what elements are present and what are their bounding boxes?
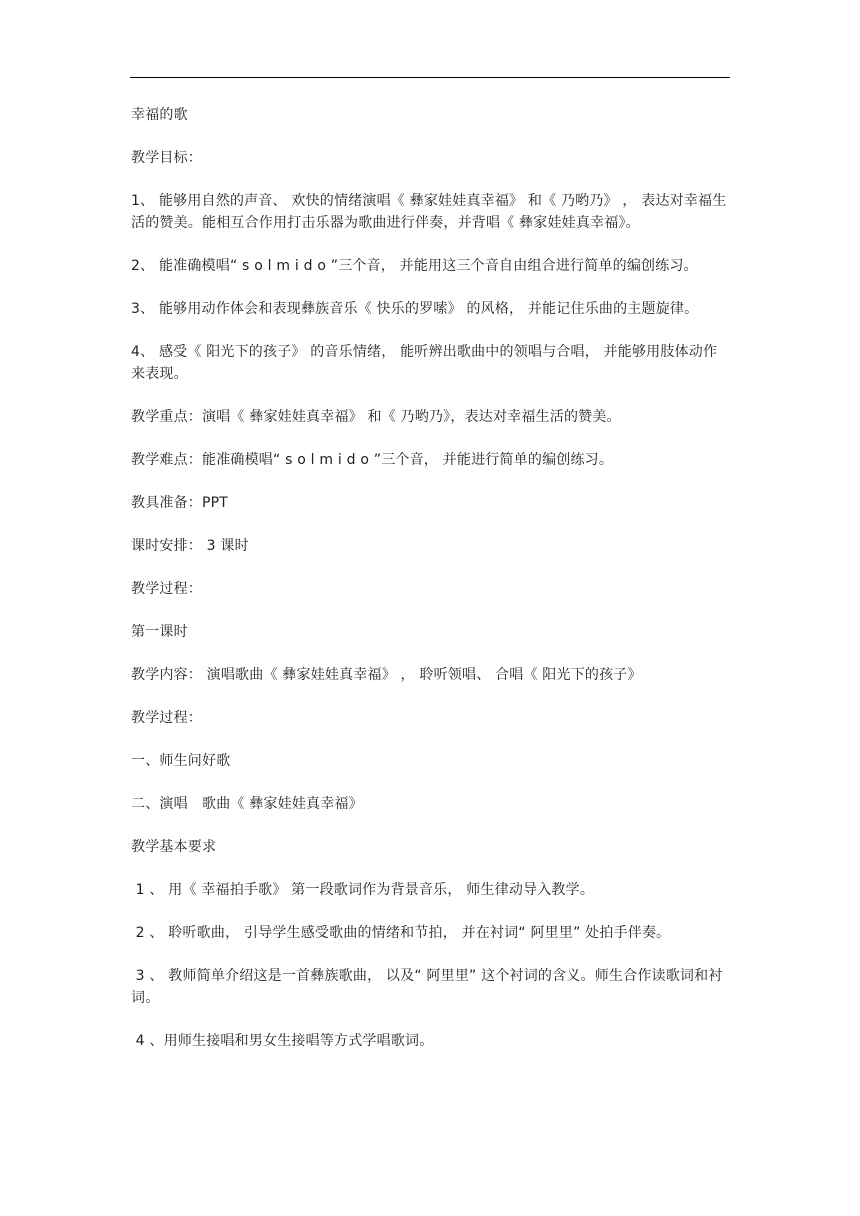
paragraph: 4、 感受《 阳光下的孩子》 的音乐情绪， 能听辨出歌曲中的领唱与合唱， 并能够用肢体动作来表现。 <box>131 344 718 382</box>
paragraph: 1、 能够用自然的声音、 欢快的情绪演唱《 彝家娃娃真幸福》 和《 乃哟乃》 ， 表达对幸福生活的赞美。能相互合作用打击乐器为歌曲进行伴奏，并背唱《 彝家娃娃真幸福》。 <box>131 193 727 231</box>
paragraph: 2 、 聆听歌曲， 引导学生感受歌曲的情绪和节拍， 并在衬词“ 阿里里” 处拍手伴奏。 <box>131 925 671 941</box>
paragraph: 教学过程： <box>131 710 202 726</box>
paragraph: 2、 能准确模唱“ s o l m i d o ”三个音， 并能用这三个音自由组合进行简单的编创练习。 <box>131 258 698 274</box>
paragraph: 二、演唱 歌曲《 彝家娃娃真幸福》 <box>131 796 363 812</box>
document-body <box>131 104 731 1073</box>
header-rule <box>130 77 730 78</box>
paragraph: 第一课时 <box>131 624 188 640</box>
paragraph: 1 、 用《 幸福拍手歌》 第一段歌词作为背景音乐， 师生律动导入教学。 <box>131 882 595 898</box>
paragraph: 3 、 教师简单介绍这是一首彝族歌曲， 以及“ 阿里里” 这个衬词的含义。师生合作读歌词和衬词。 <box>131 968 723 1006</box>
paragraph: 教学重点：演唱《 彝家娃娃真幸福》 和《 乃哟乃》，表达对幸福生活的赞美。 <box>131 409 621 425</box>
paragraph: 教学难点：能准确模唱“ s o l m i d o ”三个音， 并能进行简单的编创练习。 <box>131 452 614 468</box>
paragraph: 教学内容： 演唱歌曲《 彝家娃娃真幸福》 ， 聆听领唱、 合唱《 阳光下的孩子》 <box>131 667 642 683</box>
paragraph: 教学基本要求 <box>131 839 217 855</box>
document-title: 幸福的歌 <box>131 107 188 123</box>
paragraph: 一、师生问好歌 <box>131 753 231 769</box>
paragraph: 3、 能够用动作体会和表现彝族音乐《 快乐的罗嗦》 的风格， 并能记住乐曲的主题旋律。 <box>131 301 699 317</box>
paragraph: 教学过程： <box>131 581 202 597</box>
paragraph: 4 、用师生接唱和男女生接唱等方式学唱歌词。 <box>131 1033 434 1049</box>
paragraph: 教学目标： <box>131 150 202 166</box>
paragraph: 课时安排： 3 课时 <box>131 538 249 554</box>
paragraph: 教具准备：PPT <box>131 495 229 511</box>
